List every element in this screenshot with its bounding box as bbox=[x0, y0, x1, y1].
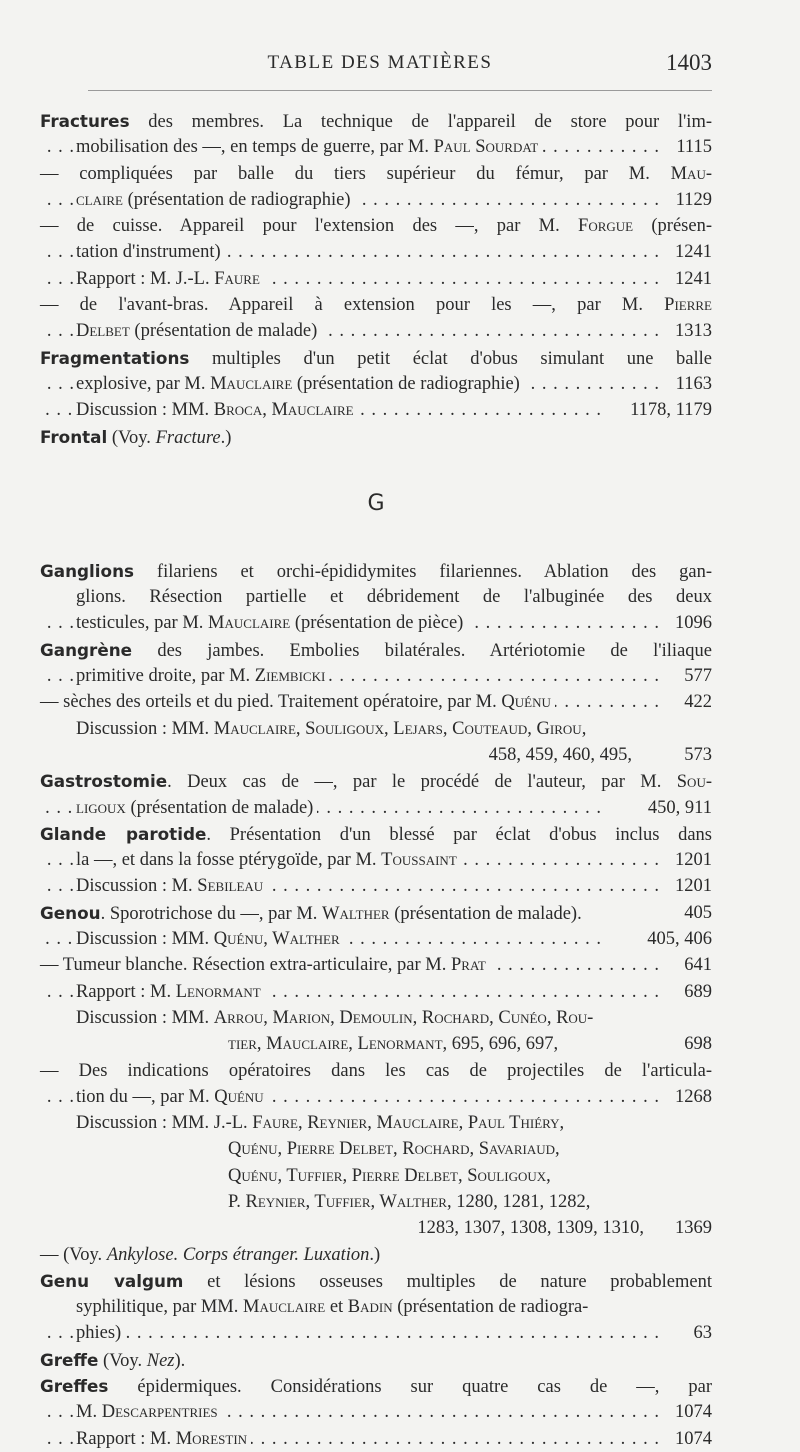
page-ref: 1115 bbox=[672, 134, 712, 160]
index-line: testicules, par M. Mauclaire (présentation de pièce) 1096 . . . bbox=[40, 610, 712, 636]
index-line: syphilitique, par MM. Mauclaire et Badin (présentation de radiogra- bbox=[76, 1297, 589, 1318]
index-line: claire (présentation de radiographie) 1129 . . . bbox=[40, 187, 712, 213]
index-line: Discussion : MM. J.-L. Faure, Reynier, Mauclaire, Paul Thiéry, bbox=[76, 1113, 565, 1134]
page-ref: 641 bbox=[680, 952, 712, 978]
page-ref: 1201 bbox=[671, 847, 712, 873]
index-line: Discussion : MM. Broca, Mauclaire 1178, 1179 . . . bbox=[40, 397, 712, 423]
index-line: Gastrostomie. Deux cas de —, par le procédé de l'auteur, par M. Sou- bbox=[40, 771, 712, 793]
page-ref: 1268 bbox=[671, 1084, 712, 1110]
index-line: Glande parotide. Présentation d'un blessé par éclat d'obus inclus dans bbox=[40, 823, 712, 845]
index-line: Rapport : M. Morestin 1074 . . . bbox=[40, 1426, 712, 1452]
index-line: 458, 459, 460, 495, 573 bbox=[40, 742, 712, 768]
page-ref: 1369 bbox=[671, 1215, 712, 1241]
page-ref: 573 bbox=[680, 742, 712, 768]
page-ref: 1074 bbox=[671, 1399, 712, 1425]
page-ref: 1313 bbox=[671, 318, 712, 344]
page-ref: 1241 bbox=[671, 239, 712, 265]
index-line: Frontal (Voy. Fracture.) bbox=[40, 426, 232, 448]
page-ref: 63 bbox=[690, 1320, 713, 1346]
index-line: — Tumeur blanche. Résection extra-articulaire, par M. Prat 641 . . . bbox=[40, 952, 712, 978]
running-title: TABLE DES MATIÈRES bbox=[267, 52, 493, 73]
index-line: ligoux (présentation de malade) 450, 911 . . . bbox=[40, 795, 712, 821]
index-line: — compliquées par balle du tiers supérieur du fémur, par M. Mau- bbox=[40, 163, 712, 184]
section-letter: G bbox=[367, 490, 385, 516]
index-line: Discussion : MM. Quénu, Walther 405, 406 . . . bbox=[40, 926, 712, 952]
page-ref: 405, 406 bbox=[643, 926, 712, 952]
page-ref: 1201 bbox=[671, 873, 712, 899]
index-line: Greffes épidermiques. Considérations sur quatre cas de —, par bbox=[40, 1376, 712, 1398]
index-line: Rapport : M. J.-L. Faure 1241 . . . bbox=[40, 266, 712, 292]
header-rule bbox=[88, 90, 712, 91]
page-number: 1403 bbox=[666, 50, 712, 75]
index-line: P. Reynier, Tuffier, Walther, 1280, 1281, 1282, bbox=[228, 1191, 591, 1212]
index-line: Delbet (présentation de malade) 1313 . . . bbox=[40, 318, 712, 344]
page-ref: 1074 bbox=[671, 1426, 712, 1452]
page-ref: 689 bbox=[680, 979, 712, 1005]
index-line: — sèches des orteils et du pied. Traitement opératoire, par M. Quénu 422 . . . bbox=[40, 689, 712, 715]
page-ref: 1178, 1179 bbox=[626, 397, 712, 423]
index-line: Discussion : MM. Arrou, Marion, Demoulin, Rochard, Cunéo, Rou- bbox=[76, 1007, 594, 1028]
index-line: — de cuisse. Appareil pour l'extension des —, par M. Forgue (présen- bbox=[40, 216, 712, 237]
index-line: — (Voy. Ankylose. Corps étranger. Luxation.) bbox=[40, 1244, 381, 1265]
index-line: tion du —, par M. Quénu 1268 . . . bbox=[40, 1084, 712, 1110]
index-line: Genou. Sporotrichose du —, par M. Walther (présentation de malade). 405 bbox=[40, 900, 712, 926]
index-line: M. Descarpentries 1074 . . . bbox=[40, 1399, 712, 1425]
page-ref: 577 bbox=[680, 663, 712, 689]
index-line: — Des indications opératoires dans les cas de projectiles de l'articula- bbox=[40, 1060, 712, 1081]
page-ref: 1129 bbox=[672, 187, 712, 213]
index-line: tation d'instrument) 1241 . . . bbox=[40, 239, 712, 265]
index-line: mobilisation des —, en temps de guerre, par M. Paul Sourdat 1115 . . . bbox=[40, 134, 712, 160]
index-line: tier, Mauclaire, Lenormant, 695, 696, 697, 698 bbox=[40, 1031, 712, 1057]
index-line: 1283, 1307, 1308, 1309, 1310, 1369 bbox=[40, 1215, 712, 1241]
page-ref: 698 bbox=[680, 1031, 712, 1057]
index-line: Discussion : M. Sebileau 1201 . . . bbox=[40, 873, 712, 899]
index-line: Quénu, Tuffier, Pierre Delbet, Souligoux, bbox=[228, 1165, 551, 1186]
index-line: Genu valgum et lésions osseuses multiples de nature probablement bbox=[40, 1270, 712, 1292]
index-line: Rapport : M. Lenormant 689 . . . bbox=[40, 979, 712, 1005]
index-line: glions. Résection partielle et débridement de l'albuginée des deux bbox=[76, 587, 712, 608]
page-ref: 1241 bbox=[671, 266, 712, 292]
index-line: la —, et dans la fosse ptérygoïde, par M. Toussaint 1201 . . . bbox=[40, 847, 712, 873]
index-line: explosive, par M. Mauclaire (présentation de radiographie) 1163 . . . bbox=[40, 371, 712, 397]
page-ref: 405 bbox=[680, 900, 712, 926]
index-line: phies) 63 . . . bbox=[40, 1320, 712, 1346]
page-ref: 1096 bbox=[671, 610, 712, 636]
index-line: Ganglions filariens et orchi-épididymites filariennes. Ablation des gan- bbox=[40, 560, 712, 582]
index-line: Greffe (Voy. Nez). bbox=[40, 1349, 186, 1371]
page-ref: 450, 911 bbox=[644, 795, 712, 821]
index-line: — de l'avant-bras. Appareil à extension pour les —, par M. Pierre bbox=[40, 295, 712, 316]
page-ref: 422 bbox=[680, 689, 712, 715]
running-header bbox=[0, 50, 800, 80]
index-line: primitive droite, par M. Ziembicki 577 . . . bbox=[40, 663, 712, 689]
index-line: Fractures des membres. La technique de l'appareil de store pour l'im- bbox=[40, 111, 712, 132]
page-ref: 1163 bbox=[672, 371, 712, 397]
index-line: Quénu, Pierre Delbet, Rochard, Savariaud, bbox=[228, 1139, 560, 1160]
index-body bbox=[40, 108, 712, 1452]
index-line: Gangrène des jambes. Embolies bilatérales. Artériotomie de l'iliaque bbox=[40, 639, 712, 661]
index-line: Fragmentations multiples d'un petit éclat d'obus simulant une balle bbox=[40, 347, 712, 369]
index-line: Discussion : MM. Mauclaire, Souligoux, Lejars, Couteaud, Girou, bbox=[76, 718, 587, 739]
